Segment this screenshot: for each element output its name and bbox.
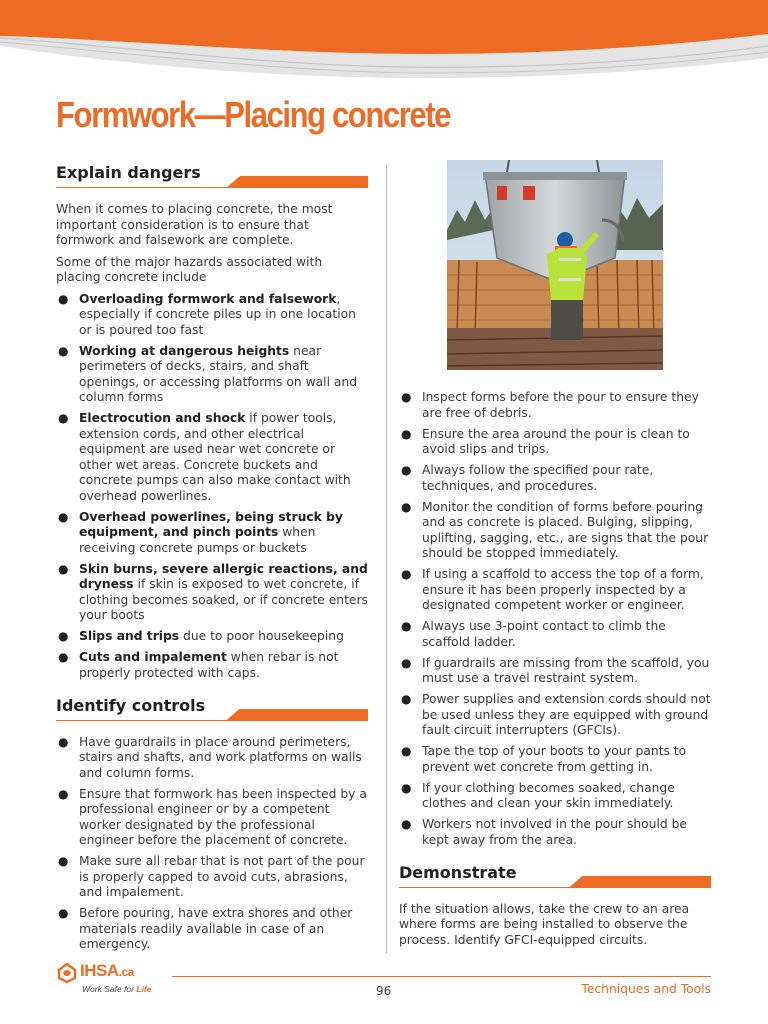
control-item: ● If guardrails are missing from the scaffold, you must use a travel restraint system. — [401, 655, 710, 685]
section-demonstrate-header — [399, 860, 711, 890]
controls-list — [56, 735, 368, 953]
bullet-icon: ● — [58, 854, 69, 868]
bullet-icon: ● — [401, 744, 412, 758]
bullet-icon: ● — [401, 780, 412, 795]
hazard-item: ● Cuts and impalement when rebar is not properly protected with caps. — [58, 650, 339, 680]
bullet-icon: ● — [401, 817, 412, 831]
bullet-icon: ● — [58, 561, 69, 576]
bullet-icon: ● — [58, 509, 69, 524]
bullet-icon: ● — [58, 786, 69, 801]
section-heading: Explain dangers — [56, 163, 201, 182]
heading-accent-bar — [226, 176, 368, 188]
concrete-bucket-photo — [447, 160, 663, 370]
hazard-item: ● Overhead powerlines, being struck by equipment, and pinch points when receiving concrete pumps or buckets — [58, 509, 343, 555]
control-item: ● Make sure all rebar that is not part of the pour is properly capped to avoid cuts, abrasions, and impalement. — [58, 854, 365, 899]
section-explain-dangers-header — [56, 160, 368, 190]
bullet-icon: ● — [401, 692, 412, 706]
bullet-icon: ● — [58, 650, 69, 664]
hazard-item: ● Slips and trips due to poor housekeeping — [58, 629, 344, 643]
logo-wordmark: IHSA.ca — [80, 961, 134, 980]
control-item: ● If using a scaffold to access the top of a form, ensure it has been properly inspected by a designated competent worker or engineer. — [401, 567, 704, 612]
left-column — [56, 160, 368, 958]
explain-intro: When it comes to placing concrete, the most important consideration is to ensure that formwork and falsework are complete. — [56, 202, 333, 247]
heading-accent-bar — [569, 876, 711, 888]
explain-intro-2: Some of the major hazards associated with placing concrete include — [56, 254, 323, 284]
section-identify-controls-header — [56, 693, 368, 723]
bullet-icon: ● — [401, 390, 412, 404]
hazards-list — [56, 292, 368, 682]
logo-tagline: Work Safe for Life — [82, 984, 152, 994]
ihsa-logo-icon — [56, 962, 78, 984]
hazard-item: ● Skin burns, severe allergic reactions, and dryness if skin is exposed to wet concrete, if clothing becomes soaked, or if concrete enters your boots — [58, 561, 368, 622]
control-item: ● Monitor the condition of forms before pouring and as concrete is placed. Bulging, slipping, uplifting, sagging, etc., are signs that the pour should be stopped immediately. — [401, 499, 709, 560]
control-item: ● Always use 3-point contact to climb the scaffold ladder. — [401, 619, 666, 649]
bullet-icon: ● — [401, 567, 412, 581]
bullet-icon: ● — [58, 906, 69, 920]
control-item: ● Power supplies and extension cords should not be used unless they are equipped with ground fault circuit interrupters (GFCIs). — [401, 692, 711, 737]
control-item: ● Inspect forms before the pour to ensure they are free of debris. — [401, 390, 699, 420]
ihsa-logo[interactable] — [56, 960, 168, 1000]
bullet-icon: ● — [58, 629, 69, 643]
heading-accent-bar — [226, 709, 368, 721]
bullet-icon: ● — [401, 426, 412, 441]
control-item: ● Always follow the specified pour rate, techniques, and procedures. — [401, 463, 654, 493]
control-item: ● Before pouring, have extra shores and other materials readily available in case of an emergency. — [58, 906, 353, 951]
control-item: ● Ensure that formwork has been inspected by a professional engineer or by a competent worker designated by the professional engineer before the placement of concrete. — [58, 786, 367, 847]
bullet-icon: ● — [58, 734, 69, 749]
bullet-icon: ● — [401, 463, 412, 477]
controls-list-continued — [399, 390, 711, 848]
demonstrate-text: If the situation allows, take the crew to an area where forms are being installed to observe the process. Identify GFCI-equipped circuits. — [399, 901, 690, 947]
control-item: ● Have guardrails in place around perimeters, stairs and shafts, and work platforms on walls and column forms. — [58, 734, 362, 780]
hazard-item: ● Overloading formwork and falsework, especially if concrete piles up in one location or is poured too fast — [58, 291, 356, 337]
hazard-item: ● Working at dangerous heights near perimeters of decks, stairs, and shaft openings, or accessing platforms on wall and column forms — [58, 343, 358, 404]
hazard-item: ● Electrocution and shock if power tools, extension cords, and other electrical equipment are used near wet concrete or other wet areas. Concrete buckets and concrete pumps can also make contact with overhead powerlines. — [58, 411, 351, 503]
control-item: ● Workers not involved in the pour should be kept away from the area. — [401, 817, 687, 847]
bullet-icon: ● — [58, 343, 69, 358]
bullet-icon: ● — [58, 291, 69, 306]
footer-rule — [172, 976, 711, 977]
column-divider — [386, 165, 387, 953]
footer-section-title: Techniques and Tools — [581, 982, 711, 996]
control-item: ● Ensure the area around the pour is clean to avoid slips and trips. — [401, 426, 690, 456]
section-heading: Demonstrate — [399, 862, 517, 882]
control-item: ● If your clothing becomes soaked, change clothes and clean your skin immediately. — [401, 780, 675, 810]
page-title: Formwork—Placing concrete — [56, 94, 451, 135]
bullet-icon: ● — [401, 499, 412, 514]
control-item: ● Tape the top of your boots to your pants to prevent wet concrete from getting in. — [401, 744, 687, 774]
page-number: 96 — [376, 984, 392, 998]
bullet-icon: ● — [58, 411, 69, 425]
section-heading: Identify controls — [56, 695, 206, 715]
bullet-icon: ● — [401, 655, 412, 670]
right-column — [399, 160, 711, 954]
bullet-icon: ● — [401, 619, 412, 633]
